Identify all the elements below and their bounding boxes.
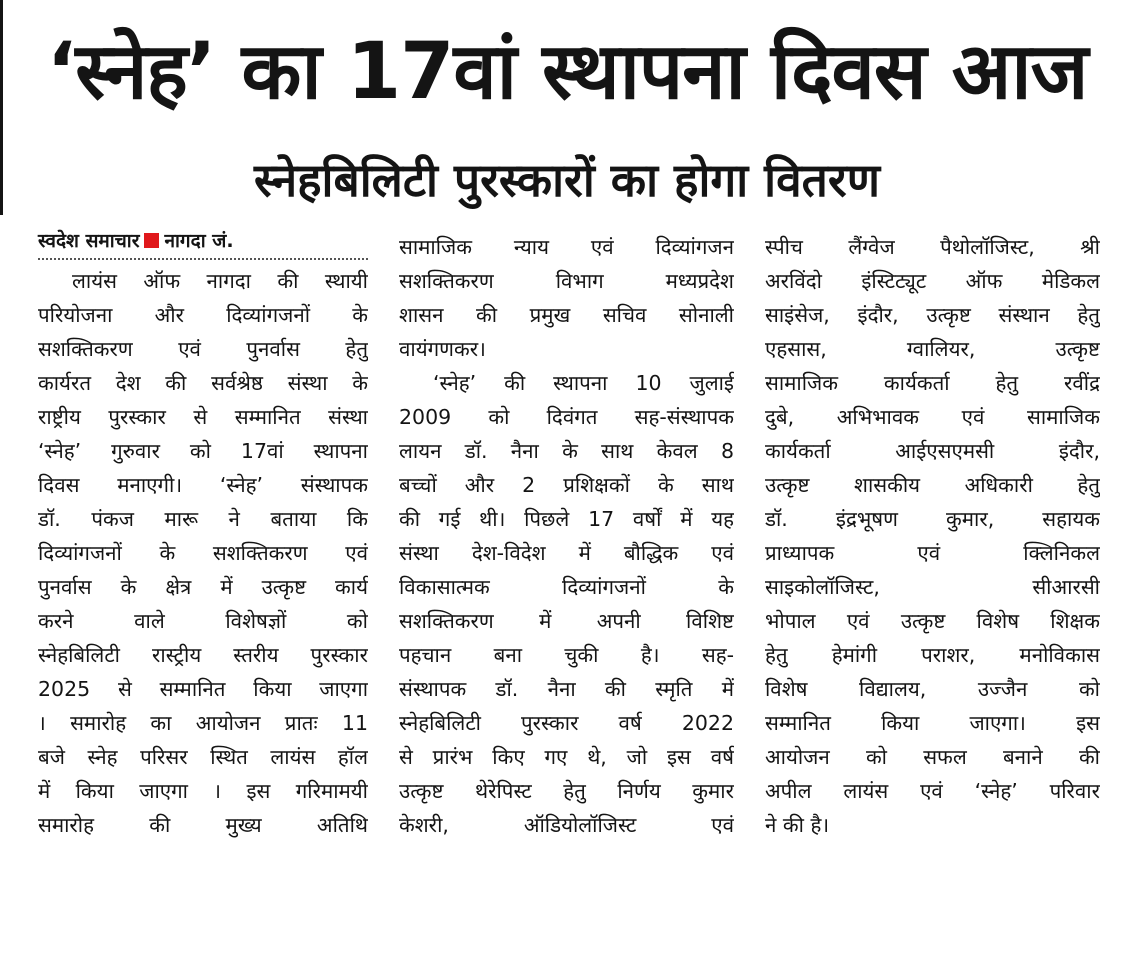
- text-line: भोपाल एवं उत्कृष्ट विशेष शिक्षक: [765, 609, 1100, 633]
- text-line: सशक्तिकरण विभाग मध्यप्रदेश: [399, 269, 734, 293]
- text-line: ‘स्नेह’ गुरुवार को 17वां स्थापना: [38, 439, 368, 463]
- text-line: साइकोलॉजिस्ट, सीआरसी: [765, 575, 1100, 599]
- byline: [38, 226, 368, 260]
- text-line: हेतु हेमांगी पराशर, मनोविकास: [765, 643, 1100, 667]
- text-line: ने की है।: [765, 813, 830, 837]
- text-line: दिवस मनाएगी। ‘स्नेह’ संस्थापक: [38, 473, 368, 497]
- text-line: एहसास, ग्वालियर, उत्कृष्ट: [765, 337, 1100, 361]
- text-line: समारोह की मुख्य अतिथि: [38, 813, 368, 837]
- text-line: संस्था देश-विदेश में बौद्धिक एवं: [399, 541, 734, 565]
- text-line: दुबे, अभिभावक एवं सामाजिक: [765, 405, 1100, 429]
- text-line: साइंसेज, इंदौर, उत्कृष्ट संस्थान हेतु: [765, 303, 1100, 327]
- text-line: परियोजना और दिव्यांगजनों के: [38, 303, 368, 327]
- text-line: । समारोह का आयोजन प्रातः 11: [38, 711, 368, 735]
- text-line: कार्यकर्ता आईएसएमसी इंदौर,: [765, 439, 1100, 463]
- text-line: ‘स्नेह’ की स्थापना 10 जुलाई: [433, 371, 734, 395]
- text-line: वायंगणकर।: [399, 337, 486, 361]
- byline-location: नागदा जं.: [164, 230, 234, 252]
- byline-divider: [38, 258, 368, 260]
- text-line: आयोजन को सफल बनाने की: [765, 745, 1100, 769]
- text-line: सम्मानित किया जाएगा। इस: [765, 711, 1100, 735]
- text-line: स्नेहबिलिटी रास्ट्रीय स्तरीय पुरस्कार: [38, 643, 368, 667]
- text-line: सामाजिक कार्यकर्ता हेतु रवींद्र: [765, 371, 1100, 395]
- text-line: डॉ. पंकज मारू ने बताया कि: [38, 507, 368, 531]
- red-square-icon: [144, 233, 159, 248]
- subheadline: स्नेहबिलिटी पुरस्कारों का होगा वितरण: [254, 153, 880, 207]
- text-line: उत्कृष्ट थेरेपिस्ट हेतु निर्णय कुमार: [399, 779, 734, 803]
- article-column-3: [765, 230, 1100, 842]
- headline: ‘स्नेह’ का 17वां स्थापना दिवस आज: [46, 27, 1088, 117]
- text-line: कार्यरत देश की सर्वश्रेष्ठ संस्था के: [38, 371, 368, 395]
- text-line: 2025 से सम्मानित किया जाएगा: [38, 677, 368, 701]
- text-line: सशक्तिकरण एवं पुनर्वास हेतु: [38, 337, 368, 361]
- text-line: विशेष विद्यालय, उज्जैन को: [765, 677, 1100, 701]
- text-line: सामाजिक न्याय एवं दिव्यांगजन: [399, 235, 734, 259]
- text-line: अपील लायंस एवं ‘स्नेह’ परिवार: [765, 779, 1100, 803]
- text-line: से प्रारंभ किए गए थे, जो इस वर्ष: [399, 745, 734, 769]
- text-line: स्नेहबिलिटी पुरस्कार वर्ष 2022: [399, 711, 734, 735]
- text-line: बच्चों और 2 प्रशिक्षकों के साथ: [399, 473, 734, 497]
- text-line: केशरी, ऑडियोलॉजिस्ट एवं: [399, 813, 734, 837]
- text-line: पहचान बना चुकी है। सह-: [399, 643, 734, 667]
- text-line: उत्कृष्ट शासकीय अधिकारी हेतु: [765, 473, 1100, 497]
- text-line: लायन डॉ. नैना के साथ केवल 8: [399, 439, 734, 463]
- article-column-2: [399, 230, 734, 842]
- text-line: डॉ. इंद्रभूषण कुमार, सहायक: [765, 507, 1100, 531]
- text-line: की गई थी। पिछले 17 वर्षों में यह: [399, 507, 734, 531]
- text-line: विकासात्मक दिव्यांगजनों के: [399, 575, 734, 599]
- text-line: बजे स्नेह परिसर स्थित लायंस हॉल: [38, 745, 368, 769]
- text-line: पुनर्वास के क्षेत्र में उत्कृष्ट कार्य: [38, 575, 368, 599]
- text-line: स्पीच लैंग्वेज पैथोलॉजिस्ट, श्री: [765, 235, 1100, 259]
- text-line: संस्थापक डॉ. नैना की स्मृति में: [399, 677, 734, 701]
- text-line: सशक्तिकरण में अपनी विशिष्ट: [399, 609, 734, 633]
- text-line: लायंस ऑफ नागदा की स्थायी: [72, 269, 368, 293]
- text-line: दिव्यांगजनों के सशक्तिकरण एवं: [38, 541, 368, 565]
- text-line: 2009 को दिवंगत सह-संस्थापक: [399, 405, 734, 429]
- text-line: करने वाले विशेषज्ञों को: [38, 609, 368, 633]
- article-column-1: [38, 264, 368, 842]
- text-line: प्राध्यापक एवं क्लिनिकल: [765, 541, 1100, 565]
- text-line: अरविंदो इंस्टिट्यूट ऑफ मेडिकल: [765, 269, 1100, 293]
- text-line: राष्ट्रीय पुरस्कार से सम्मानित संस्था: [38, 405, 368, 429]
- text-line: शासन की प्रमुख सचिव सोनाली: [399, 303, 734, 327]
- byline-source: स्वदेश समाचार: [38, 230, 140, 252]
- text-line: में किया जाएगा । इस गरिमामयी: [38, 779, 368, 803]
